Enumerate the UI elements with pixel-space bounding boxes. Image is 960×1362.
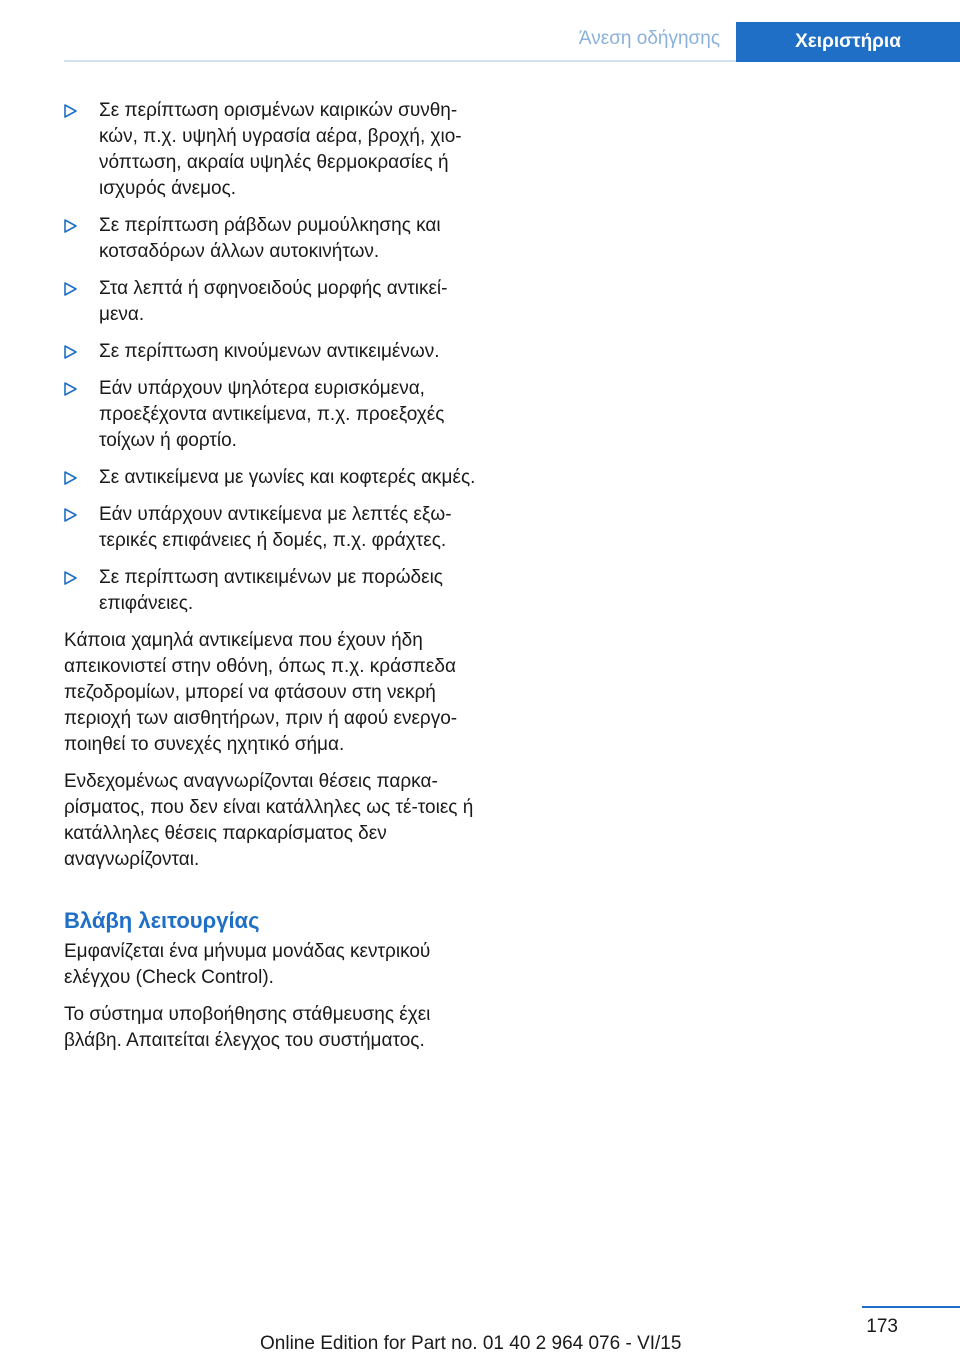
- triangle-bullet-icon: [64, 339, 78, 365]
- triangle-bullet-icon: [64, 376, 78, 402]
- body-paragraph: Ενδεχομένως αναγνωρίζονται θέσεις παρκα-ρίσματος, που δεν είναι κατάλληλες ως τέ-τοιες ή κατάλληλες θέσεις παρκαρίσματος δεν αναγνωρίζονται.: [64, 771, 474, 870]
- body-paragraph: Κάποια χαμηλά αντικείμενα που έχουν ήδη απεικονιστεί στην οθόνη, όπως π.χ. κράσπεδα πεζοδρομίων, μπορεί να φτάσουν στη νεκρή περιοχή των αισθητήρων, πριν ή αφού ενεργο-ποιηθεί το συνεχές ηχητικό σήμα.: [64, 630, 458, 755]
- triangle-bullet-icon: [64, 213, 78, 239]
- list-item: [64, 565, 480, 617]
- list-item-text: Σε περίπτωση ορισμένων καιρικών συνθη-κών, π.χ. υψηλή υγρασία αέρα, βροχή, χιο-νόπτωση, ακραία υψηλές θερμοκρασίες ή ισχυρός άνεμος.: [99, 100, 462, 199]
- main-content: [64, 98, 480, 1065]
- triangle-bullet-icon: [64, 502, 78, 528]
- list-item-text: Σε περίπτωση κινούμενων αντικειμένων.: [99, 341, 440, 362]
- breadcrumb-section[interactable]: [736, 22, 960, 62]
- list-item-text: Σε αντικείμενα με γωνίες και κοφτερές ακμές.: [99, 467, 476, 488]
- triangle-bullet-icon: [64, 465, 78, 491]
- list-item-text: Σε περίπτωση ράβδων ρυμούλκησης και κοτσαδόρων άλλων αυτοκινήτων.: [99, 215, 441, 262]
- list-item: [64, 502, 480, 554]
- breadcrumb-chapter[interactable]: Άνεση οδήγησης: [578, 28, 720, 49]
- list-item-text: Στα λεπτά ή σφηνοειδούς μορφής αντικεί-μενα.: [99, 278, 448, 325]
- bullet-list: [64, 98, 480, 617]
- list-item: [64, 465, 480, 491]
- page-header: [0, 0, 960, 62]
- edition-footer: Online Edition for Part no. 01 40 2 964 076 - VI/15: [260, 1333, 682, 1354]
- section-paragraph: Εμφανίζεται ένα μήνυμα μονάδας κεντρικού ελέγχου (Check Control).: [64, 941, 431, 988]
- list-item: [64, 376, 480, 454]
- list-item: [64, 98, 480, 202]
- list-item-text: Εάν υπάρχουν ψηλότερα ευρισκόμενα, προεξέχοντα αντικείμενα, π.χ. προεξοχές τοίχων ή φορτίο.: [99, 378, 445, 451]
- list-item-text: Σε περίπτωση αντικειμένων με πορώδεις επιφάνειες.: [99, 567, 443, 614]
- list-item: [64, 213, 480, 265]
- list-item-text: Εάν υπάρχουν αντικείμενα με λεπτές εξω-τερικές επιφάνειες ή δομές, π.χ. φράχτες.: [99, 504, 452, 551]
- footer-divider: [862, 1306, 960, 1308]
- triangle-bullet-icon: [64, 276, 78, 302]
- breadcrumb-section-label: Χειριστήρια: [795, 31, 901, 52]
- section-paragraph: Το σύστημα υποβοήθησης στάθμευσης έχει βλάβη. Απαιτείται έλεγχος του συστήματος.: [64, 1004, 431, 1051]
- triangle-bullet-icon: [64, 98, 78, 124]
- triangle-bullet-icon: [64, 565, 78, 591]
- list-item: [64, 339, 480, 365]
- page-number: 173: [866, 1316, 898, 1337]
- list-item: [64, 276, 480, 328]
- section-heading: Βλάβη λειτουργίας: [64, 908, 260, 933]
